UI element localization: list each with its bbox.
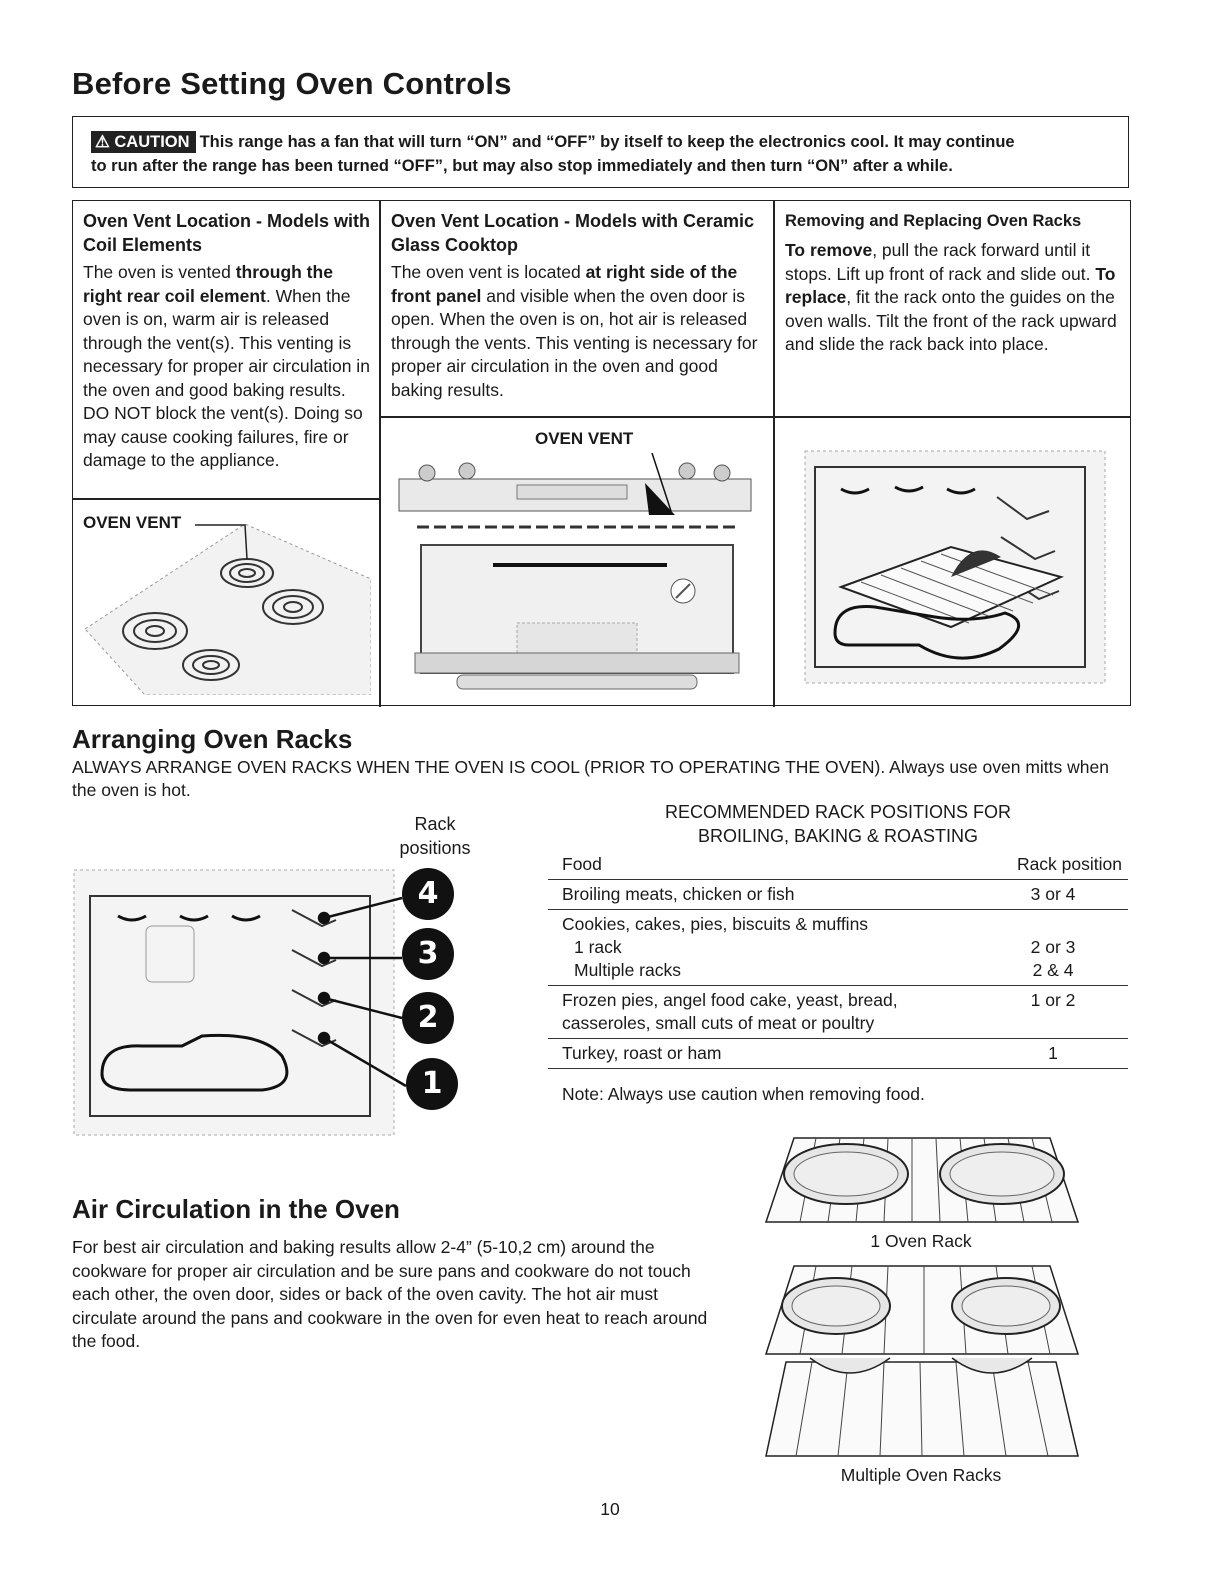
table-divider: [73, 498, 379, 500]
rack-positions-table: [548, 850, 1128, 1106]
multi-rack-caption: Multiple Oven Racks: [840, 1465, 1002, 1485]
rack-position-badge: 1: [406, 1058, 458, 1110]
col-position-header: Rack position: [1016, 854, 1122, 874]
position-cell: 2 & 4: [1032, 960, 1074, 980]
vent-coil-title: Oven Vent Location - Models with Coil Elements: [83, 211, 371, 255]
rack-position-badge: 4: [402, 868, 454, 920]
air-circulation-title: Air Circulation in the Oven: [72, 1194, 400, 1224]
vent-glass-body-text: and visible when the oven door is open. When the oven is on, hot air is released through the vents. This venting is necessary for proper air circulation in the oven and good baking results.: [391, 285, 758, 400]
air-circulation-body: For best air circulation and baking results allow 2-4” (5-10,2 cm) around the cookware for proper air circulation and be sure pans and cookware do not touch each other, the oven door, sides or back of the oven cavity. The hot air must circulate around the pans and cookware in the oven for even heat to reach around the food.: [72, 1237, 708, 1351]
multi-rack-illustration: [756, 1262, 1086, 1458]
col-food-header: Food: [562, 854, 602, 874]
vent-coil-body: [83, 261, 373, 473]
table-row: [548, 1038, 1128, 1069]
racks-remove-body: [785, 239, 1125, 357]
page-number: 10: [600, 1499, 620, 1519]
rack-table-heading: [548, 800, 1128, 848]
caution-banner: [72, 116, 1129, 188]
rack-position-badge: 2: [402, 992, 454, 1044]
rack-label-line-1: Rack: [414, 814, 456, 834]
coil-cooktop-illustration: [85, 509, 371, 695]
vent-glass-cell: [391, 209, 766, 402]
table-divider: [379, 201, 381, 707]
oven-front-illustration: [397, 453, 757, 693]
food-cell: Multiple racks: [574, 960, 681, 980]
table-header-row: [548, 850, 1128, 879]
rack-positions-label: [390, 812, 480, 860]
position-cell: 2 or 3: [1030, 937, 1076, 957]
vent-coil-body-text: . When the oven is on, warm air is released through the vent(s). This venting is necessary for proper air circulation in the oven and good baking results. DO NOT block the vent(s). Doing so may cause cooking failures, fire or damage to the appliance.: [83, 285, 370, 470]
vent-coil-figure-label: OVEN VENT: [83, 513, 182, 532]
food-cell: Broiling meats, chicken or fish: [562, 884, 795, 904]
table-row: [548, 879, 1128, 909]
caution-text-line-1: This range has a fan that will turn “ON” and “OFF” by itself to keep the electronics cool. It may continue: [199, 133, 1015, 151]
food-cell: 1 rack: [574, 937, 622, 957]
racks-remove-cell: [785, 209, 1125, 357]
caution-badge-label: CAUTION: [114, 133, 190, 151]
warning-triangle-icon: ⚠: [95, 133, 110, 151]
food-cell: Frozen pies, angel food cake, yeast, bread,: [562, 990, 898, 1010]
vent-glass-body: [391, 261, 766, 402]
table-divider: [379, 416, 1131, 418]
arranging-title: Arranging Oven Racks: [72, 724, 353, 754]
position-cell: 3 or 4: [1030, 884, 1076, 904]
caution-text-line-2: to run after the range has been turned “OFF”, but may also stop immediately and then turn “ON” after a while.: [91, 157, 953, 175]
vent-glass-title: Oven Vent Location - Models with Ceramic Glass Cooktop: [391, 211, 755, 255]
vent-glass-body-emphasis: at right side of the front panel: [391, 262, 738, 306]
rack-table-heading-line-1: RECOMMENDED RACK POSITIONS FOR: [664, 802, 1012, 822]
caution-badge: [91, 131, 196, 153]
position-cell: 1 or 2: [1030, 990, 1076, 1010]
rack-removal-illustration: [801, 437, 1119, 695]
rack-position-badge: 3: [402, 928, 454, 980]
replace-label: To replace: [785, 263, 1116, 307]
page-title: Before Setting Oven Controls: [72, 66, 512, 101]
vent-location-table: [72, 200, 1131, 706]
vent-glass-body-text: The oven vent is located: [391, 262, 586, 282]
table-row: [548, 909, 1128, 985]
one-rack-caption: 1 Oven Rack: [870, 1231, 972, 1251]
racks-remove-title: Removing and Replacing Oven Racks: [785, 212, 1082, 230]
one-rack-illustration: [756, 1134, 1086, 1226]
arranging-intro: ALWAYS ARRANGE OVEN RACKS WHEN THE OVEN IS COOL (PRIOR TO OPERATING THE OVEN). Always use oven mitts when the oven is hot.: [72, 757, 1109, 800]
rack-table-note: Note: Always use caution when removing food.: [562, 1084, 925, 1104]
food-cell: casseroles, small cuts of meat or poultry: [562, 1013, 875, 1033]
remove-label: To remove: [785, 240, 873, 260]
vent-coil-body-emphasis: through the right rear coil element: [83, 262, 333, 306]
vent-glass-figure-label: OVEN VENT: [535, 429, 634, 448]
food-cell: Cookies, cakes, pies, biscuits & muffins: [562, 914, 869, 934]
table-divider: [773, 201, 775, 707]
vent-coil-cell: [83, 209, 373, 473]
rack-label-line-2: positions: [399, 838, 471, 858]
rack-table-heading-line-2: BROILING, BAKING & ROASTING: [697, 826, 979, 846]
position-cell: 1: [1048, 1043, 1058, 1063]
vent-coil-body-text: The oven is vented: [83, 262, 236, 282]
food-cell: Turkey, roast or ham: [562, 1043, 722, 1063]
table-row: [548, 985, 1128, 1038]
replace-text: , fit the rack onto the guides on the oven walls. Tilt the front of the rack upward and slide the rack back into place.: [785, 287, 1117, 354]
remove-text: , pull the rack forward until it stops. Lift up front of rack and slide out.: [785, 240, 1096, 284]
